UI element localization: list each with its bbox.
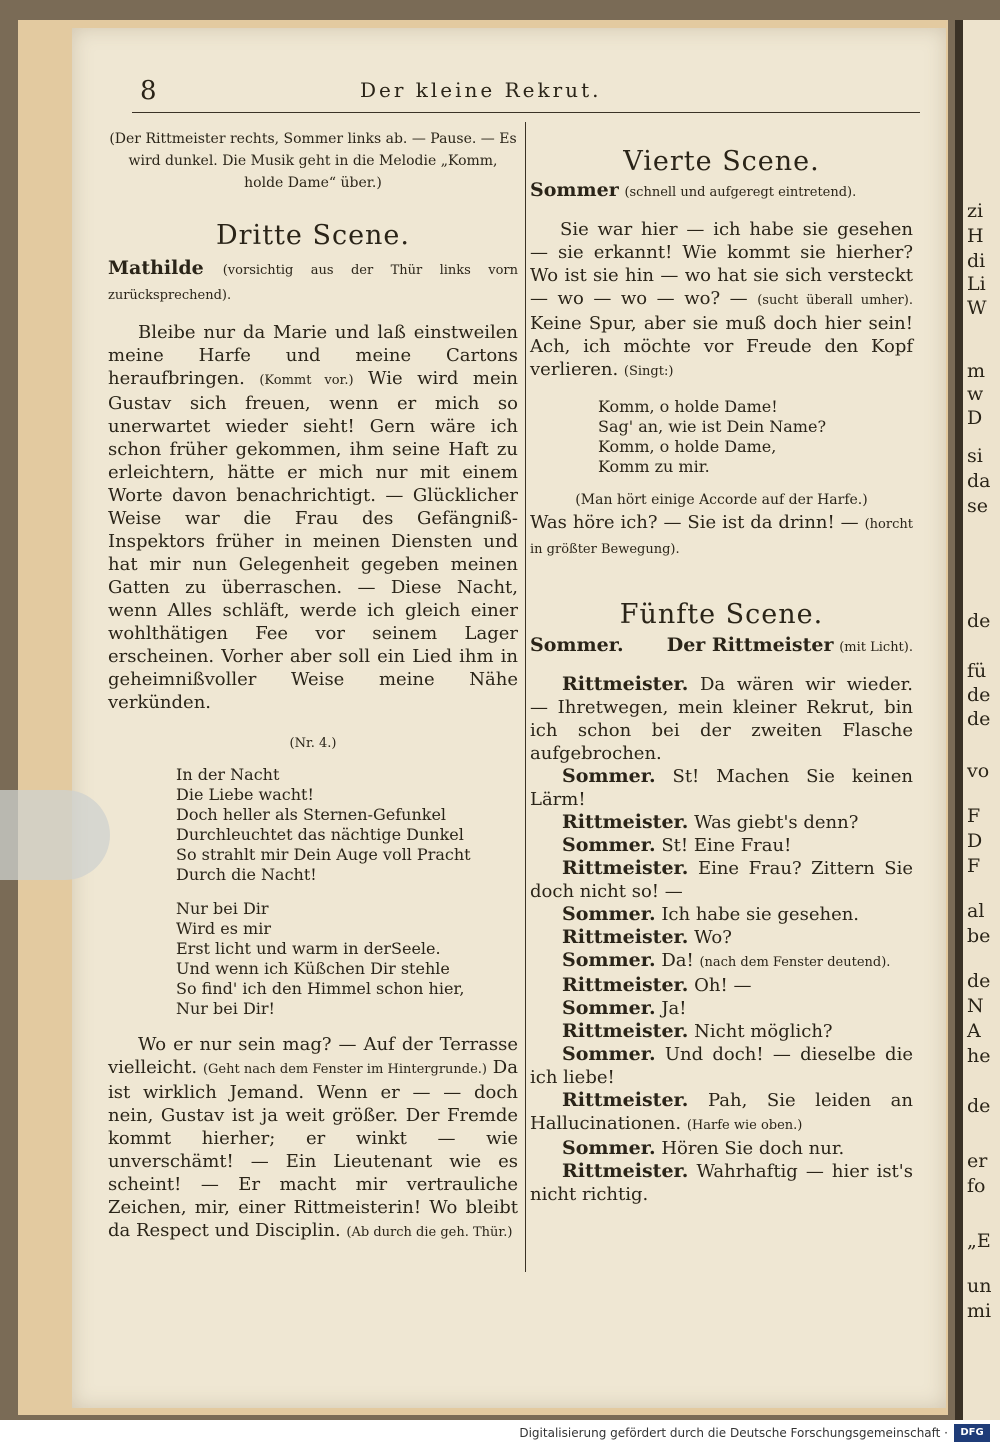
next-page-fragment: N [967, 995, 984, 1017]
verse-line: Nur bei Dir [176, 899, 269, 918]
dialogue-speaker: Rittmeister. [562, 673, 689, 695]
dialogue-text: St! Machen Sie keinen Lärm! [530, 766, 913, 810]
next-page-fragment: he [967, 1045, 991, 1067]
dialogue-text: Nicht möglich? [694, 1021, 833, 1042]
dialogue-text: Hören Sie doch nur. [661, 1138, 845, 1159]
dialogue-speaker: Sommer. [562, 1043, 656, 1065]
song-line: Komm zu mir. [598, 457, 710, 476]
next-page-fragment: w [967, 383, 984, 405]
next-page-fragment: fo [967, 1175, 986, 1197]
dialogue-note: (Harfe wie oben.) [686, 1118, 803, 1133]
verse-line: So find' ich den Himmel schon hier, [176, 979, 465, 998]
dialogue-line [530, 673, 913, 765]
next-page-fragment: m [967, 360, 986, 382]
scene5-dialogue [530, 673, 913, 1206]
dialogue-text: Ja! [661, 998, 687, 1019]
dialogue-speaker: Sommer. [562, 1137, 656, 1159]
column-rule [525, 122, 526, 1272]
dialogue-line [530, 811, 913, 834]
next-page-fragment: de [967, 1095, 991, 1117]
verse-line: Durchleuchtet das nächtige Dunkel [176, 825, 464, 844]
dfg-logo: DFG [954, 1424, 990, 1442]
verse-line: Doch heller als Sternen-Gefunkel [176, 805, 447, 824]
dialogue-line [530, 974, 913, 997]
scene4-paragraph: Sie war hier — ich habe sie gesehen — sie erkannt! Wie kommt sie hierher? Wo ist sie hin — wo hat sie sich versteckt — wo — wo — wo? — (sucht überall umher). Keine Spur, aber sie muß doch hier sein! Ach, ich möchte vor Freude den Kopf verlieren. (Singt:) [530, 219, 913, 380]
dialogue-line [530, 1137, 913, 1160]
speaker-mathilde: Mathilde [108, 257, 204, 279]
next-page-fragment: be [967, 925, 991, 947]
dialogue-speaker: Rittmeister. [562, 974, 689, 996]
header-rule [132, 112, 920, 113]
next-page-fragment: un [967, 1275, 992, 1297]
next-page-fragment: si [967, 445, 983, 467]
dialogue-text: St! Eine Frau! [661, 835, 792, 856]
dialogue-line [530, 926, 913, 949]
verse-line: Durch die Nacht! [176, 865, 317, 884]
scene4-speaker-line: Sommer (schnell und aufgeregt eintretend). [530, 179, 857, 201]
next-page-fragment: al [967, 900, 985, 922]
dialogue-line [530, 1020, 913, 1043]
next-page-edge [955, 20, 1000, 1420]
next-page-fragment: H [967, 225, 984, 247]
next-page-fragment: D [967, 830, 983, 852]
next-page-fragment: W [967, 297, 987, 319]
next-page-fragment: de [967, 684, 991, 706]
dialogue-speaker: Rittmeister. [562, 857, 689, 879]
next-page-fragment: mi [967, 1300, 992, 1322]
stage-direction-top: (Der Rittmeister rechts, Sommer links ab. — Pause. — Es wird dunkel. Die Musik geht in die Melodie „Komm, holde Dame“ über.) [109, 131, 517, 191]
dialogue-line [530, 949, 913, 974]
dialogue-text: Oh! — [694, 975, 752, 996]
next-page-fragment: fü [967, 660, 987, 682]
next-page-fragment: F [967, 855, 981, 877]
next-page-fragment: de [967, 708, 991, 730]
verse-line: In der Nacht [176, 765, 280, 784]
verse-line: Die Liebe wacht! [176, 785, 314, 804]
stage-direction-harp: (Man hört einige Accorde auf der Harfe.) [575, 492, 868, 508]
dialogue-note: (nach dem Fenster deutend). [699, 955, 891, 970]
next-page-fragment: A [967, 1020, 981, 1042]
verse-1 [176, 765, 518, 885]
right-column [530, 146, 913, 1206]
next-page-fragment: di [967, 250, 986, 272]
song-line: Sag' an, wie ist Dein Name? [598, 417, 827, 436]
verse-line: Nur bei Dir! [176, 999, 275, 1018]
dialogue-speaker: Rittmeister. [562, 1020, 689, 1042]
next-page-fragment: se [967, 495, 988, 517]
dialogue-speaker: Sommer. [562, 997, 656, 1019]
song-number: (Nr. 4.) [289, 736, 337, 751]
dialogue-line [530, 1089, 913, 1137]
monologue-paragraph-2: Wo er nur sein mag? — Auf der Terrasse vielleicht. (Geht nach dem Fenster im Hintergrunde.) Da ist wirklich Jemand. Wenn er — — doch nein, Gustav ist ja weit größer. Der Fremde kommt hierher; er winkt — wie unverschämt! — Ein Lieutenant wie es scheint! — Er macht mir vertrauliche Zeichen, mir, einer Rittmeisterin! Wo bleibt da Respect und Disciplin. (Ab durch die geh. Thür.) [108, 1034, 518, 1241]
next-page-fragment: vo [967, 760, 990, 782]
dialogue-text: Wahrhaftig — hier ist's nicht richtig. [530, 1161, 913, 1205]
next-page-fragment: zi [967, 200, 984, 222]
digitization-footer [0, 1420, 1000, 1448]
speaker-line [108, 257, 518, 307]
speaker-sommer: Sommer [530, 179, 619, 201]
monologue-paragraph-1: Bleibe nur da Marie und laß einstweilen meine Harfe und meine Cartons heraufbringen. (Kommt vor.) Wie wird mein Gustav sich freuen, wenn er mich so unerwartet wieder sieht! Gern wäre ich schon früher gekommen, ihm seine Haft zu erleichtern, hätte er mich nur mit einem Worte davon benachrichtigt. — Glücklicher Weise war die Frau des Gefängniß-Inspektors früher in meinen Diensten und hat mir nun Gelegenheit gegeben meinen Gatten zu überraschen. — Diese Nacht, wenn Alles schläft, werde ich gleich einer wohlthätigen Fee vor seinem Lager erscheinen. Vorher aber soll ein Lied ihm in geheimnißvoller Weise meine Nähe verkünden. [108, 322, 518, 713]
dialogue-line [530, 765, 913, 811]
dialogue-line [530, 1043, 913, 1089]
dialogue-speaker: Sommer. [562, 949, 656, 971]
next-page-fragment: er [967, 1150, 988, 1172]
next-page-fragment: de [967, 970, 991, 992]
verse-line: So strahlt mir Dein Auge voll Pracht [176, 845, 471, 864]
verse-line: Erst licht und warm in derSeele. [176, 939, 441, 958]
dialogue-line [530, 903, 913, 926]
dialogue-text: Eine Frau? Zittern Sie doch nicht so! — [530, 858, 913, 902]
dialogue-speaker: Rittmeister. [562, 926, 689, 948]
footer-credit: Digitalisierung gefördert durch die Deutsche Forschungsgemeinschaft · [519, 1426, 948, 1440]
song-line: Komm, o holde Dame! [598, 397, 778, 416]
next-page-fragment: de [967, 610, 991, 632]
left-column [108, 128, 518, 1244]
page-number: 8 [140, 76, 157, 106]
scene-title-fuenfte: Fünfte Scene. [619, 599, 824, 630]
dialogue-text: Pah, Sie leiden an Hallucinationen. [530, 1090, 913, 1134]
verse-2 [176, 899, 518, 1019]
dialogue-line [530, 834, 913, 857]
next-page-fragment: da [967, 470, 991, 492]
dialogue-speaker: Rittmeister. [562, 1160, 689, 1182]
next-page-fragment: F [967, 805, 981, 827]
dialogue-text: Da! [661, 950, 694, 971]
scene-title-dritte: Dritte Scene. [216, 220, 410, 251]
dialogue-line [530, 1160, 913, 1206]
dialogue-text: Wo? [694, 927, 732, 948]
dialogue-speaker: Sommer. [562, 903, 656, 925]
after-harp-line: Was höre ich? — Sie ist da drinn! — (horcht in größter Bewegung). [530, 512, 913, 557]
next-page-fragment: D [967, 407, 983, 429]
dialogue-text: Da wären wir wieder. — Ihretwegen, mein kleiner Rekrut, bin ich schon bei der zweiten Flasche aufgebrochen. [530, 674, 913, 764]
dialogue-speaker: Sommer. [562, 765, 656, 787]
dialogue-text: Was giebt's denn? [694, 812, 859, 833]
dialogue-speaker: Sommer. [562, 834, 656, 856]
speaker-note: (vorsichtig aus der Thür links vorn zurücksprechend). [108, 263, 518, 303]
running-title: Der kleine Rekrut. [360, 78, 602, 102]
verse-line: Und wenn ich Küßchen Dir stehle [176, 959, 450, 978]
dialogue-line [530, 857, 913, 903]
page-gutter [955, 20, 963, 1420]
dialogue-text: Und doch! — dieselbe die ich liebe! [530, 1044, 913, 1088]
dialogue-speaker: Rittmeister. [562, 811, 689, 833]
next-page-fragment: „E [967, 1230, 991, 1252]
scene-title-vierte: Vierte Scene. [623, 146, 820, 177]
dialogue-speaker: Rittmeister. [562, 1089, 689, 1111]
dialogue-line [530, 997, 913, 1020]
next-page-fragment: Li [967, 273, 986, 295]
song-komm-holde-dame [598, 397, 913, 477]
scene5-cast-line: Sommer. Der Rittmeister (mit Licht). [530, 634, 913, 656]
verse-line: Wird es mir [176, 919, 271, 938]
bookmark-ribbon [0, 790, 110, 880]
dialogue-text: Ich habe sie gesehen. [661, 904, 860, 925]
song-line: Komm, o holde Dame, [598, 437, 777, 456]
